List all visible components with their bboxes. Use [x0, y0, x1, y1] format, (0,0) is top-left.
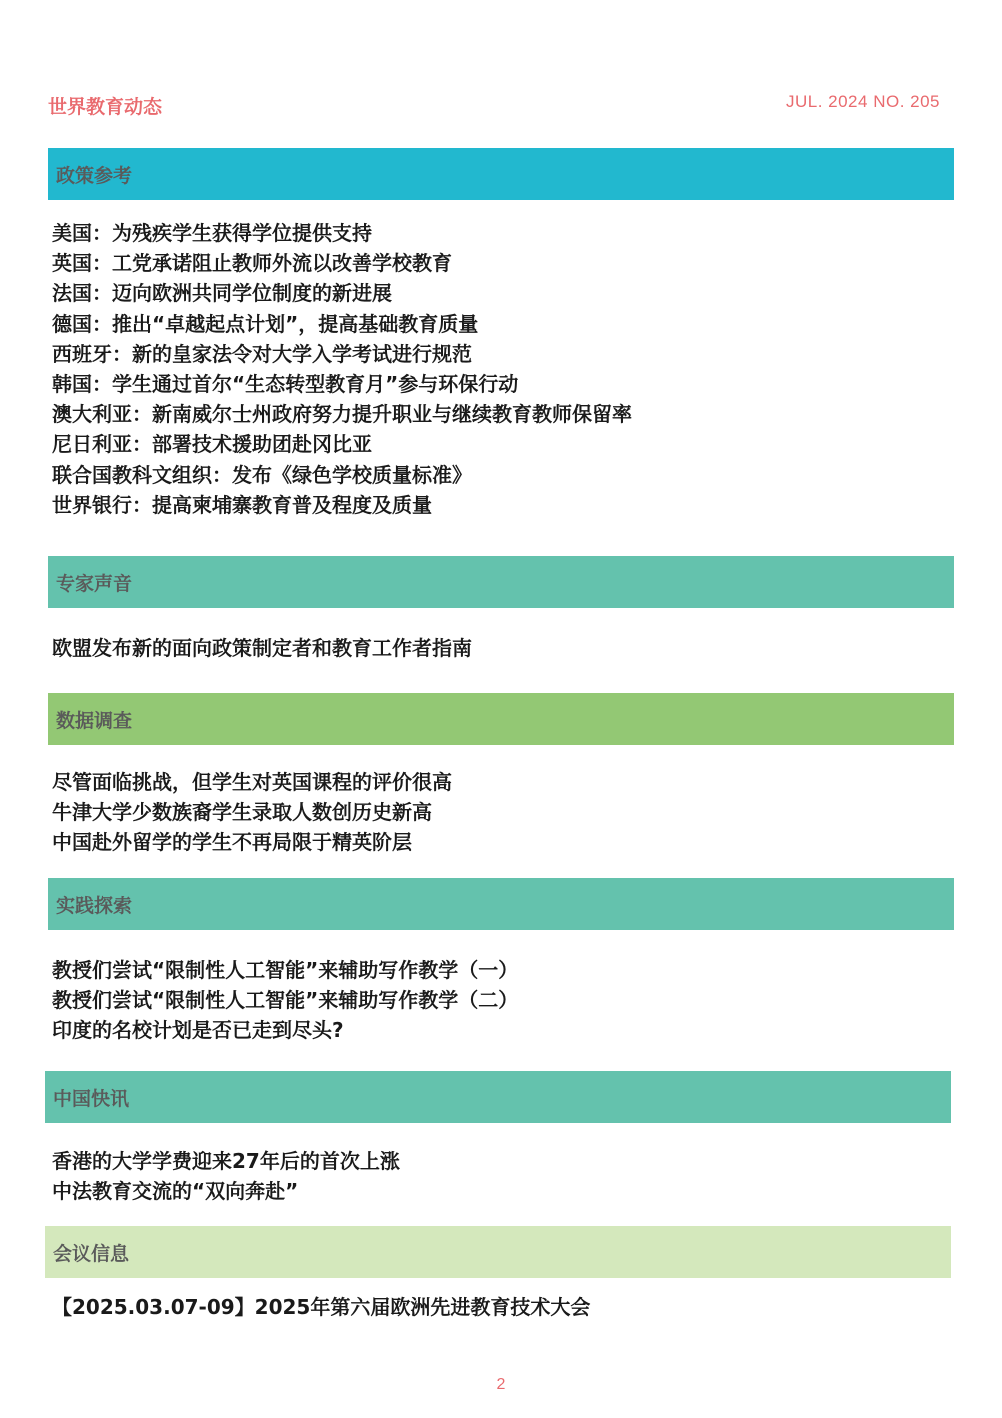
- conference-list: [52, 1292, 590, 1322]
- policy-list: [52, 218, 632, 520]
- section-header-data: 数据调查: [48, 693, 954, 745]
- practice-list: [52, 955, 518, 1046]
- issue-number: JUL. 2024 NO. 205: [785, 92, 940, 111]
- section-header-policy: 政策参考: [48, 148, 954, 200]
- list-item[interactable]: 西班牙：新的皇家法令对大学入学考试进行规范: [52, 341, 472, 366]
- section-header-conference: 会议信息: [45, 1226, 951, 1278]
- list-item[interactable]: 德国：推出“卓越起点计划”，提高基础教育质量: [52, 311, 479, 336]
- list-item[interactable]: 澳大利亚：新南威尔士州政府努力提升职业与继续教育教师保留率: [52, 402, 632, 427]
- list-item[interactable]: 欧盟发布新的面向政策制定者和教育工作者指南: [52, 636, 472, 660]
- list-item[interactable]: 美国：为残疾学生获得学位提供支持: [52, 221, 372, 245]
- list-item[interactable]: 牛津大学少数族裔学生录取人数创历史新高: [52, 800, 432, 825]
- list-item[interactable]: 教授们尝试“限制性人工智能”来辅助写作教学（二）: [52, 988, 519, 1013]
- section-header-china-news: 中国快讯: [45, 1071, 951, 1123]
- list-item[interactable]: 世界银行：提高柬埔寨教育普及程度及质量: [52, 492, 432, 517]
- experts-list: [52, 633, 472, 663]
- list-item[interactable]: 尼日利亚：部署技术援助团赴冈比亚: [52, 432, 372, 457]
- list-item[interactable]: 尽管面临挑战，但学生对英国课程的评价很高: [52, 770, 452, 794]
- list-item[interactable]: 印度的名校计划是否已走到尽头?: [52, 1018, 344, 1043]
- section-header-practice: 实践探索: [48, 878, 954, 930]
- list-item[interactable]: 香港的大学学费迎来27年后的首次上涨: [52, 1149, 400, 1173]
- publication-title: 世界教育动态: [48, 96, 163, 118]
- china-news-list: [52, 1146, 400, 1206]
- page-number: 2: [496, 1376, 506, 1393]
- data-list: [52, 767, 452, 858]
- list-item[interactable]: 中法教育交流的“双向奔赴”: [52, 1179, 299, 1204]
- list-item[interactable]: 英国：工党承诺阻止教师外流以改善学校教育: [52, 251, 452, 276]
- list-item[interactable]: 教授们尝试“限制性人工智能”来辅助写作教学（一）: [52, 958, 519, 982]
- list-item[interactable]: 韩国：学生通过首尔“生态转型教育月”参与环保行动: [52, 372, 519, 397]
- list-item[interactable]: 法国：迈向欧洲共同学位制度的新进展: [52, 281, 392, 306]
- list-item[interactable]: 【2025.03.07-09】2025年第六届欧洲先进教育技术大会: [52, 1295, 591, 1319]
- list-item[interactable]: 联合国教科文组织：发布《绿色学校质量标准》: [52, 462, 472, 487]
- section-header-experts: 专家声音: [48, 556, 954, 608]
- list-item[interactable]: 中国赴外留学的学生不再局限于精英阶层: [52, 830, 412, 855]
